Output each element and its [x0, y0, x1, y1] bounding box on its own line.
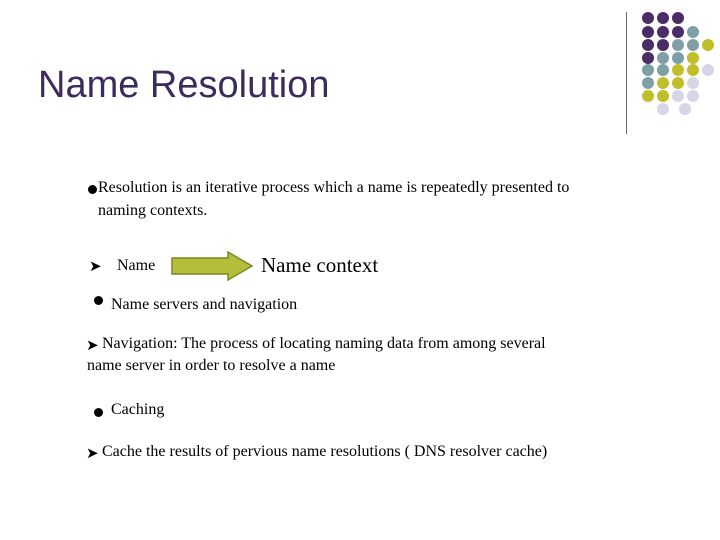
right-block-arrow-icon [170, 250, 254, 282]
dot-grid-row-2 [642, 26, 699, 38]
slide-title: Name Resolution [38, 64, 330, 106]
arrowhead-bullet-icon: ➤ [86, 446, 99, 462]
navigation-text-line-2: name server in order to resolve a name [87, 357, 336, 374]
dot-grid-row-1 [642, 12, 684, 24]
round-bullet-icon [88, 185, 97, 194]
dot-grid-row-4 [642, 52, 699, 64]
navigation-text-line-1: Navigation: The process of locating naming data from among several [102, 335, 546, 352]
round-bullet-icon [94, 296, 103, 305]
dot-grid-row-6 [642, 77, 699, 89]
name-servers-label: Name servers and navigation [111, 296, 298, 313]
arrowhead-bullet-icon: ➤ [89, 259, 102, 275]
dot-grid-row-8 [657, 103, 691, 115]
title-divider-line [626, 12, 627, 134]
caching-label: Caching [111, 401, 165, 418]
arrowhead-bullet-icon: ➤ [86, 338, 99, 354]
name-label: Name [117, 257, 156, 274]
resolution-text-line-2: naming contexts. [98, 202, 208, 219]
dot-grid-row-7 [642, 90, 699, 102]
round-bullet-icon [94, 408, 103, 417]
cache-results-text: Cache the results of pervious name resolutions ( DNS resolver cache) [102, 443, 548, 460]
dot-grid-row-5 [642, 64, 714, 76]
resolution-text-line-1: Resolution is an iterative process which a name is repeatedly presented to [98, 179, 570, 196]
name-context-label: Name context [261, 253, 379, 277]
dot-grid-row-3 [642, 39, 714, 51]
